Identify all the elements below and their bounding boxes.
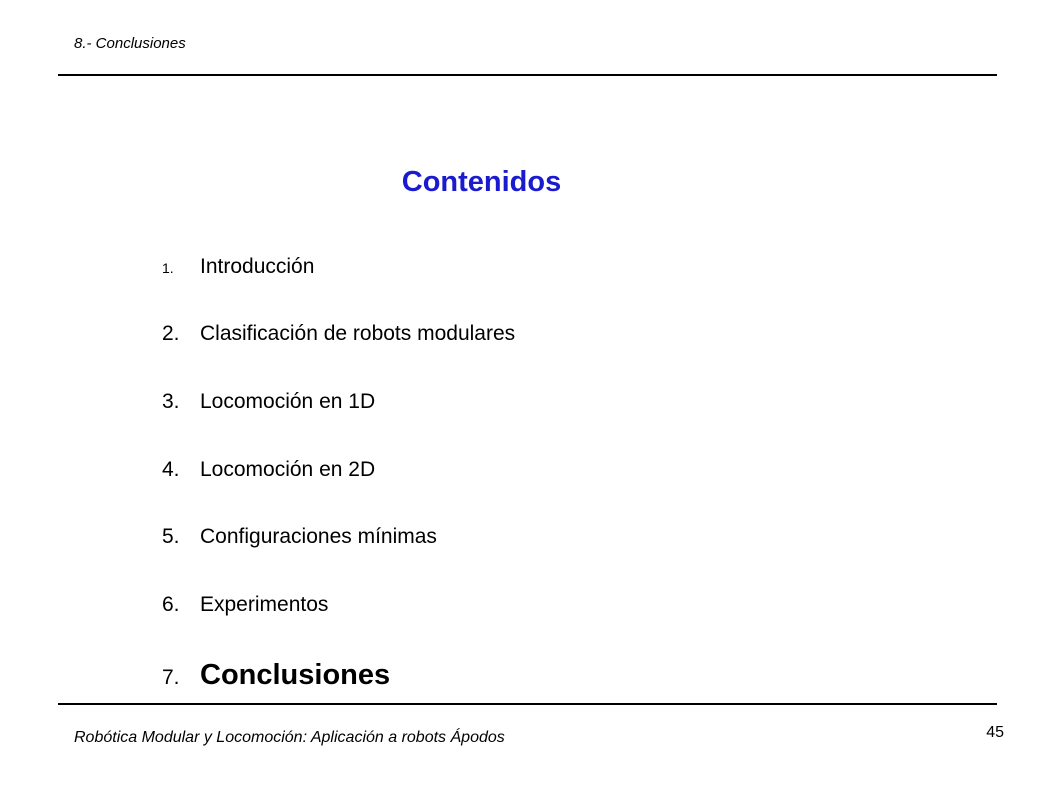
top-divider [58,74,997,76]
agenda-item-clasificacion [162,319,515,349]
agenda-item-locomocion-1d [162,387,375,417]
agenda-item-number: 4. [162,458,180,481]
footer-text: Robótica Modular y Locomoción: Aplicación a robots Ápodos [74,729,505,746]
agenda-item-experimentos [162,590,328,620]
agenda-item-label: Locomoción en 2D [200,458,376,481]
page-number: 45 [986,724,1004,741]
agenda-item-label: Locomoción en 1D [200,390,376,413]
agenda-item-number: 6. [162,593,180,616]
bottom-divider [58,703,997,705]
agenda-item-label: Configuraciones mínimas [200,525,437,548]
agenda-item-number: 2. [162,322,180,345]
agenda-item-number: 3. [162,390,180,413]
agenda-item-label: Experimentos [200,593,329,616]
agenda-item-number: 5. [162,525,180,548]
agenda-item-introduccion [162,252,314,283]
agenda-item-number: 7. [162,666,180,689]
slide-title: Contenidos [401,166,562,198]
agenda-item-label: Clasificación de robots modulares [200,322,516,345]
agenda-item-conclusiones [162,660,390,693]
agenda-item-label: Conclusiones [200,659,391,691]
agenda-item-label: Introducción [200,255,315,278]
agenda-item-number: 1. [162,260,174,276]
agenda-item-configuraciones [162,522,437,552]
agenda-item-locomocion-2d [162,455,375,485]
section-header: 8.- Conclusiones [74,35,186,52]
